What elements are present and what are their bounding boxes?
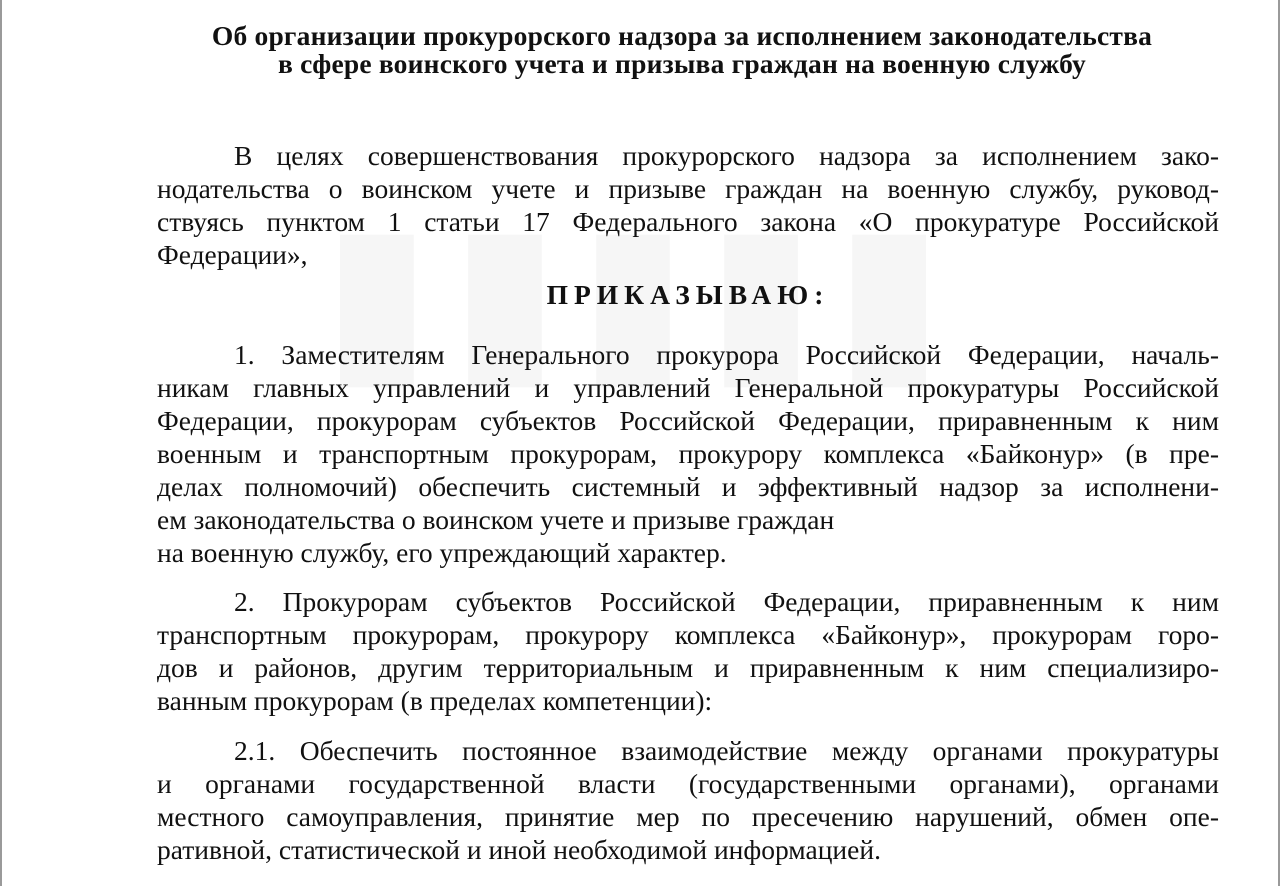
text-line: Федерации, прокурорам субъектов Российской Федерации, приравненным к ним (157, 405, 1219, 436)
text-line: 2.1. Обеспечить постоянное взаимодействие между органами прокуратуры (234, 735, 1219, 766)
text-line: местного самоуправления, принятие мер по пресечению нарушений, обмен опе- (157, 801, 1219, 832)
text-line: ративной, статистической и иной необходимой информацией. (157, 834, 881, 865)
preamble-paragraph (157, 139, 1219, 271)
text-line: 2. Прокурорам субъектов Российской Федерации, приравненным к ним (234, 586, 1219, 617)
text-line: ствуясь пунктом 1 статьи 17 Федерального закона «О прокуратуре Российской (157, 206, 1219, 237)
text-line: на военную службу, его упреждающий характер. (157, 537, 727, 568)
item-2-1-paragraph (157, 734, 1219, 866)
document-title (152, 22, 1212, 78)
text-line: никам главных управлений и управлений Генеральной прокуратуры Российской (157, 372, 1219, 403)
text-line: В целях совершенствования прокурорского надзора за исполнением зако- (234, 140, 1219, 171)
text-line: ванным прокурорам (в пределах компетенции): (157, 685, 713, 716)
title-line: в сфере воинского учета и призыва граждан на военную службу (278, 48, 1086, 79)
text-line: дов и районов, другим территориальным и приравненным к ним специализиро- (157, 652, 1219, 683)
text-line: и органами государственной власти (государственными органами), органами (157, 768, 1219, 799)
text-line: нодательства о воинском учете и призыве граждан на военную службу, руковод- (157, 173, 1219, 204)
item-1-paragraph (157, 338, 1219, 569)
order-heading: ПРИКАЗЫВАЮ: (546, 279, 830, 310)
text-line: делах полномочий) обеспечить системный и эффективный надзор за исполнени- (157, 471, 1219, 502)
item-2-paragraph (157, 585, 1219, 717)
text-line: Федерации», (157, 239, 308, 270)
text-line: транспортным прокурорам, прокурору комплекса «Байконур», прокурорам горо- (157, 619, 1219, 650)
text-line: ем законодательства о воинском учете и призыве граждан (157, 504, 835, 535)
text-line: 1. Заместителям Генерального прокурора Российской Федерации, началь- (234, 339, 1219, 370)
text-line: военным и транспортным прокурорам, прокурору комплекса «Байконур» (в пре- (157, 438, 1219, 469)
title-line: Об организации прокурорского надзора за исполнением законодательства (211, 20, 1153, 51)
